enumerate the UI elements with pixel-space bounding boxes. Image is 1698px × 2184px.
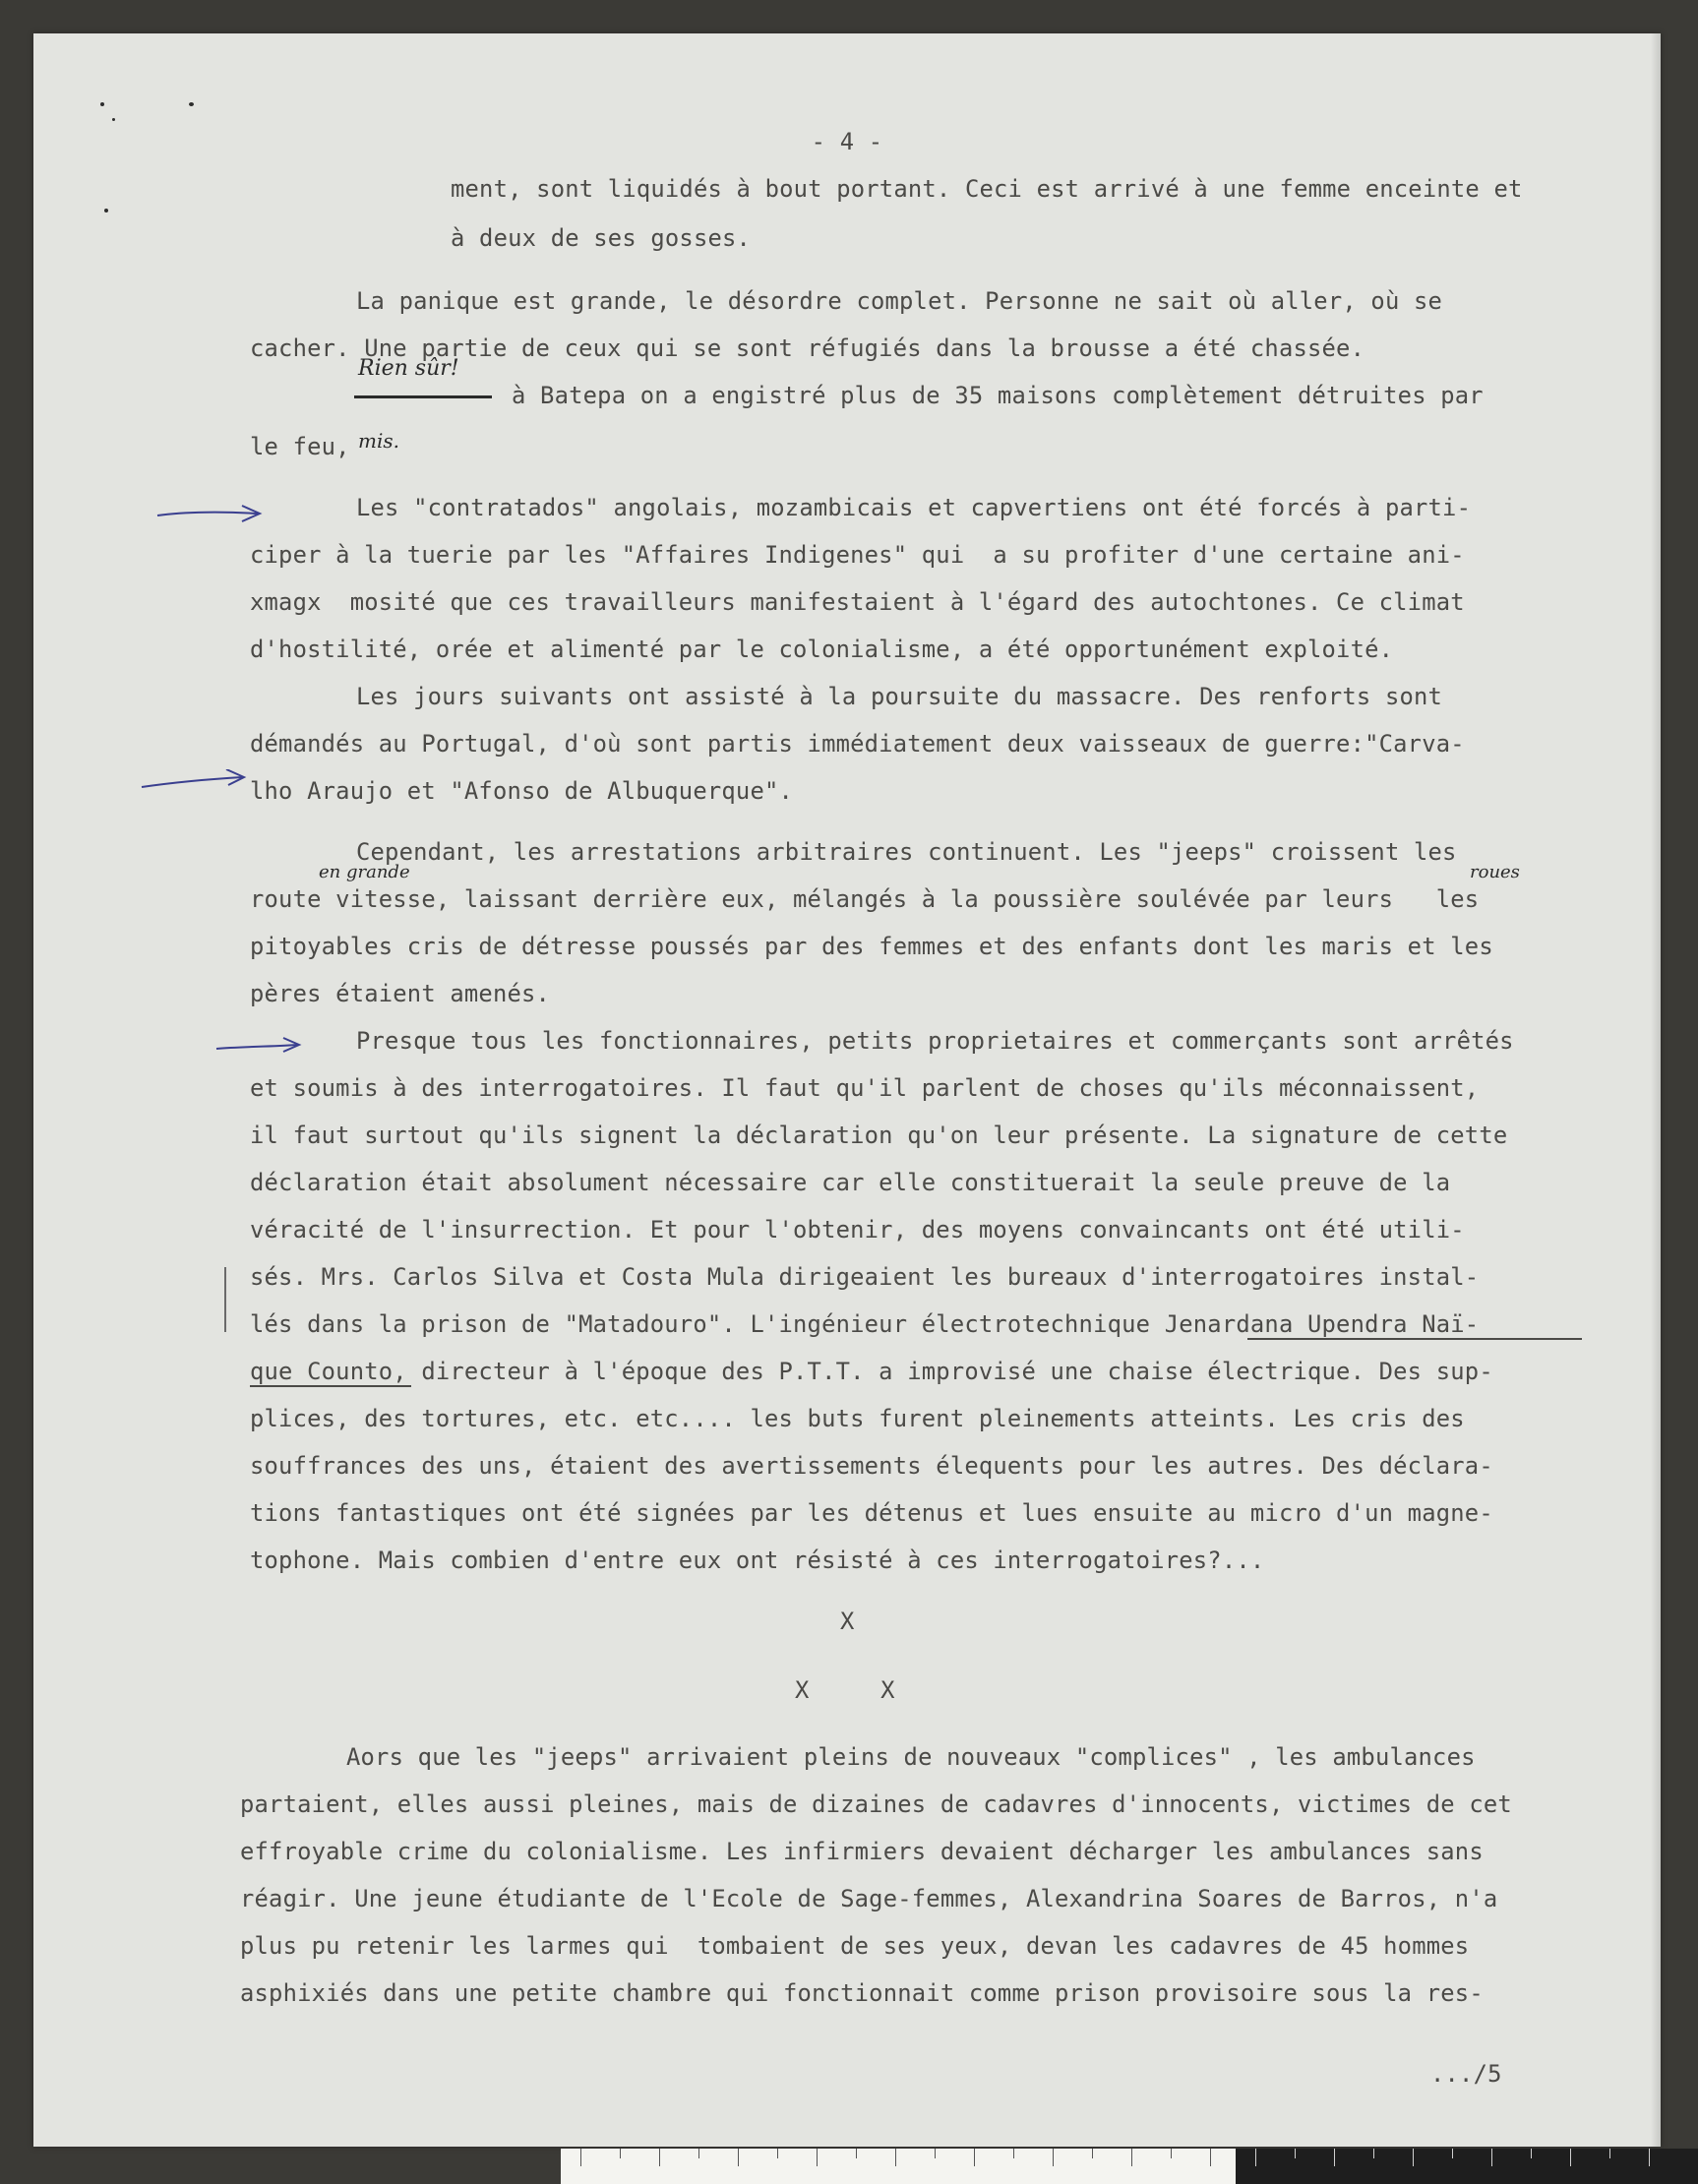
text-line: que Counto, directeur à l'époque des P.T.T. a improvisé une chaise électrique. Des sup- (250, 1358, 1493, 1385)
text-line: lho Araujo et "Afonso de Albuquerque". (250, 777, 794, 805)
text-line: véracité de l'insurrection. Et pour l'obtenir, des moyens convaincants ont été utili- (250, 1216, 1465, 1244)
page-continuation: .../5 (1430, 2060, 1502, 2088)
text-line: pitoyables cris de détresse poussés par des femmes et des enfants dont les maris et les (250, 933, 1493, 960)
arrow-mark-icon (155, 502, 264, 525)
stray-mark (112, 118, 115, 121)
text-line: déclaration était absolument nécessaire car elle constituerait la seule preuve de la (250, 1169, 1451, 1196)
document-page (33, 33, 1661, 2147)
text-line: plices, des tortures, etc. etc.... les buts furent pleinements atteints. Les cris des (250, 1405, 1465, 1432)
text-line: Cependant, les arrestations arbitraires continuent. Les "jeeps" croissent les (356, 838, 1457, 866)
text-line: Les "contratados" angolais, mozambicais et capvertiens ont été forcés à parti- (356, 494, 1472, 521)
text-line: effroyable crime du colonialisme. Les infirmiers devaient décharger les ambulances sans (240, 1838, 1484, 1865)
section-separator: X X (795, 1676, 895, 1704)
underline-mark (1247, 1338, 1582, 1340)
text-line: il faut surtout qu'ils signent la déclaration qu'on leur présente. La signature de cette (250, 1122, 1508, 1149)
text-line: La panique est grande, le désordre complet. Personne ne sait où aller, où se (356, 287, 1443, 315)
text-line: plus pu retenir les larmes qui tombaient de ses yeux, devan les cadavres de 45 hommes (240, 1932, 1470, 1960)
arrow-mark-icon (214, 1035, 303, 1057)
text-line: démandés au Portugal, d'où sont partis immédiatement deux vaisseaux de guerre:"Carva- (250, 730, 1465, 758)
text-line: route vitesse, laissant derrière eux, mélangés à la poussière soulévée par leurs les (250, 885, 1480, 913)
handwritten-annotation: roues (1470, 862, 1520, 882)
text-line: partaient, elles aussi pleines, mais de dizaines de cadavres d'innocents, victimes de cet (240, 1790, 1512, 1818)
text-line: à deux de ses gosses. (451, 224, 752, 252)
text-line: souffrances des uns, étaient des avertissements élequents pour les autres. Des déclara- (250, 1452, 1493, 1480)
text-line: et soumis à des interrogatoires. Il faut qu'il parlent de choses qu'ils méconnaissent, (250, 1074, 1480, 1102)
text-line: sés. Mrs. Carlos Silva et Costa Mula dirigeaient les bureaux d'interrogatoires instal- (250, 1263, 1480, 1291)
handwritten-annotation: en grande (319, 862, 410, 882)
text-line: ment, sont liquidés à bout portant. Ceci est arrivé à une femme enceinte et (451, 175, 1523, 203)
arrow-mark-icon (140, 769, 248, 793)
text-line: pères étaient amenés. (250, 980, 551, 1007)
text-line: xmagx mosité que ces travailleurs manifestaient à l'égard des autochtones. Ce climat (250, 588, 1465, 616)
stray-mark (189, 102, 194, 106)
text-line: cacher. Une partie de ceux qui se sont réfugiés dans la brousse a été chassée. (250, 334, 1365, 362)
underline-mark (250, 1385, 411, 1387)
margin-mark (224, 1267, 226, 1332)
text-line: Presque tous les fonctionnaires, petits proprietaires et commerçants sont arrêtés (356, 1027, 1514, 1055)
text-line: ciper à la tuerie par les "Affaires Indigenes" qui a su profiter d'une certaine ani- (250, 541, 1465, 569)
text-line: asphixiés dans une petite chambre qui fonctionnait comme prison provisoire sous la res- (240, 1979, 1484, 2007)
page-number: - 4 - (811, 128, 883, 155)
handwritten-annotation: mis. (358, 429, 399, 453)
handwritten-annotation: Rien sûr! (358, 356, 459, 381)
measurement-ruler (561, 2149, 1698, 2184)
ruler-dark-section (1236, 2149, 1698, 2184)
text-line: lés dans la prison de "Matadouro". L'ingénieur électrotechnique Jenardana Upendra Naï- (250, 1310, 1480, 1338)
stray-mark (100, 102, 104, 106)
text-line: d'hostilité, orée et alimenté par le colonialisme, a été opportunément exploité. (250, 636, 1394, 663)
stray-mark (104, 209, 108, 212)
text-line: à Batepa on a engistré plus de 35 maisons complètement détruites par (512, 382, 1484, 409)
text-line: réagir. Une jeune étudiante de l'Ecole de Sage-femmes, Alexandrina Soares de Barros, n'a (240, 1885, 1498, 1912)
text-line: tophone. Mais combien d'entre eux ont résisté à ces interrogatoires?... (250, 1547, 1265, 1574)
text-line: le feu, (250, 433, 350, 460)
text-line: Les jours suivants ont assisté à la poursuite du massacre. Des renforts sont (356, 683, 1443, 710)
text-line: tions fantastiques ont été signées par les détenus et lues ensuite au micro d'un magne- (250, 1499, 1493, 1527)
strikethrough-mark (354, 395, 492, 398)
section-separator: X (840, 1608, 855, 1635)
text-line: Aors que les "jeeps" arrivaient pleins de nouveaux "complices" , les ambulances (346, 1743, 1476, 1771)
